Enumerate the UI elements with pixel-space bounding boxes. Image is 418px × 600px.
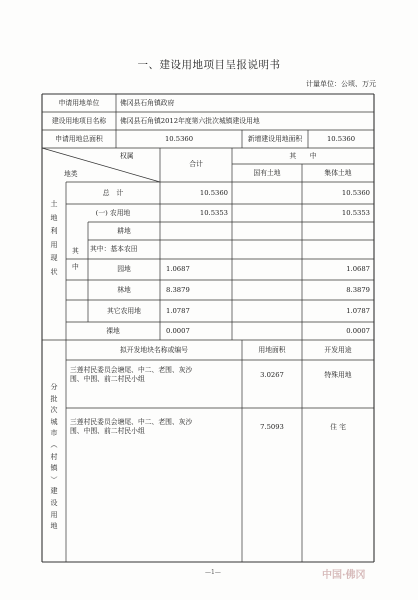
state-owned-header: 国有土地	[253, 169, 281, 177]
row-total: 1.0687	[166, 265, 190, 273]
watermark-logo: 中国·佛冈	[322, 570, 366, 581]
total-area-label: 申请用地总面积	[55, 135, 103, 143]
page-number: —1—	[205, 569, 221, 576]
plot-name-line: 三莲村民委员会塘尾、中二、老围、灰沙	[70, 418, 193, 426]
row-total: 8.3879	[166, 286, 190, 294]
land-class-header: 地类	[64, 170, 78, 178]
row-collective: 1.0787	[346, 307, 370, 315]
project-name-label: 建设用地项目名称	[51, 117, 107, 125]
row-total: 0.0007	[166, 327, 190, 335]
total-area-value: 10.5360	[164, 135, 194, 143]
ownership-header: 权属	[120, 152, 134, 160]
plot-use-value: 住 宅	[330, 423, 346, 431]
row-total: 10.5353	[199, 209, 228, 217]
plot-name-line: 围、中围、前二村民小组	[70, 375, 145, 383]
of-which-inner-label: 其	[72, 247, 79, 255]
plot-use-header: 开发用途	[324, 346, 352, 354]
new-construction-area-value: 10.5360	[326, 135, 356, 143]
plot-area-value: 7.5093	[260, 423, 284, 431]
row-total: 10.5360	[199, 189, 228, 197]
measurement-unit: 计量单位：公顷、万元	[306, 80, 376, 88]
collective-header: 集体土地	[324, 169, 352, 177]
row-label: (一) 农用地	[95, 209, 131, 217]
row-label: 裸地	[106, 327, 120, 335]
of-which-header: 其 中	[289, 152, 317, 160]
row-label: 其它农用地	[107, 307, 141, 315]
row-label: 总 计	[102, 189, 124, 197]
plot-area-value: 3.0267	[260, 371, 284, 379]
row-label: 其中：基本农田	[90, 245, 138, 253]
total-header: 合计	[189, 160, 203, 168]
of-which-inner-label: 中	[72, 263, 79, 271]
row-total: 1.0787	[166, 307, 190, 315]
row-label: 园地	[117, 265, 131, 273]
project-name-value: 佛冈县石角镇2012年度第六批次城镇建设用地	[120, 117, 260, 125]
land-use-status-label: 土 地 利 用 现 状	[50, 200, 58, 276]
row-collective: 10.5353	[341, 209, 370, 217]
plot-name-header: 拟开发地块名称或编号	[120, 346, 188, 354]
plot-area-header: 用地面积	[258, 346, 286, 354]
plot-name-line: 围、中围、前二村民小组	[70, 427, 145, 435]
row-collective: 1.0687	[346, 265, 370, 273]
plot-name-line: 三莲村民委员会塘尾、中二、老围、灰沙	[70, 366, 193, 374]
batch-construction-label: 分 批 次 城 市 ︵ 村 镇 ︶ 建 设 用 地	[50, 383, 58, 531]
row-collective: 0.0007	[346, 327, 370, 335]
document-title: 一、建设用地项目呈报说明书	[137, 59, 281, 71]
row-collective: 10.5360	[341, 189, 370, 197]
applicant-label: 申请用地单位	[58, 99, 100, 107]
row-label: 林地	[117, 286, 131, 294]
new-construction-area-label: 新增建设用地面积	[247, 135, 303, 143]
plot-use-value: 特殊用地	[324, 371, 352, 379]
row-label: 耕地	[117, 227, 131, 235]
row-collective: 8.3879	[346, 286, 370, 294]
applicant-value: 佛冈县石角镇政府	[120, 99, 175, 107]
